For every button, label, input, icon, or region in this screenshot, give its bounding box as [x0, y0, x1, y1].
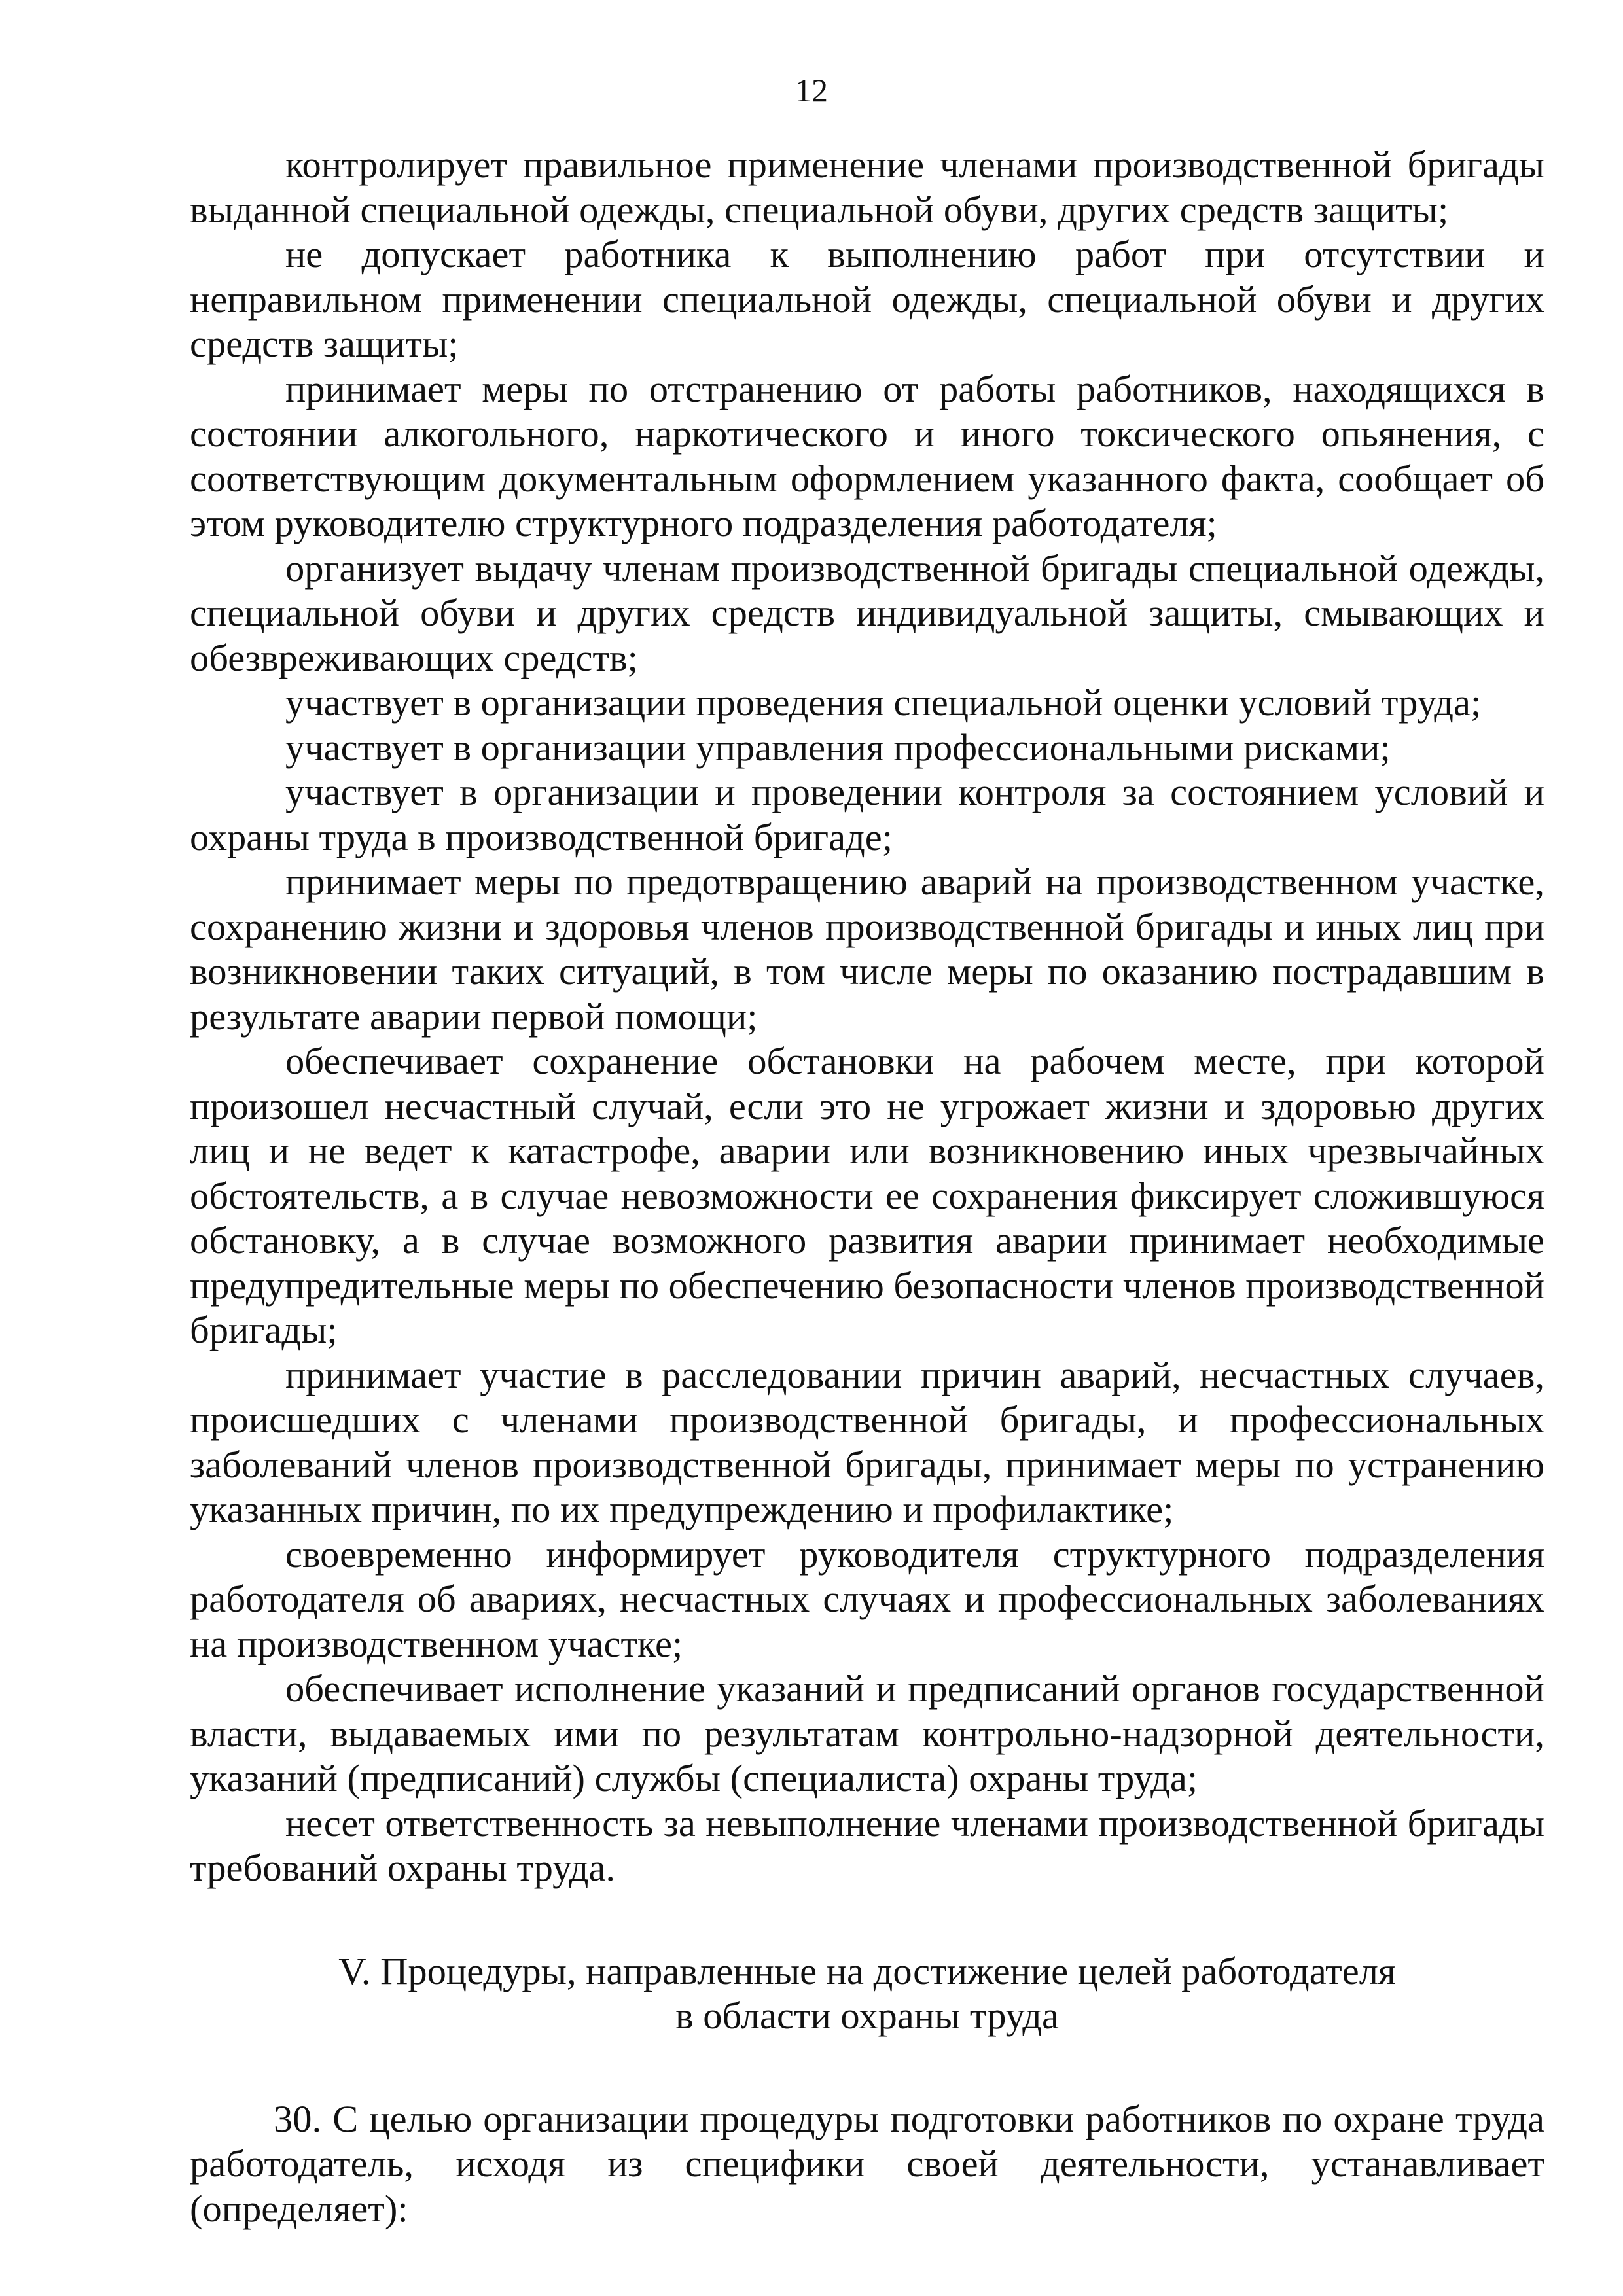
section-heading-line-1: V. Процедуры, направленные на достижение целей работодателя	[338, 1949, 1396, 1992]
paragraph: участвует в организации проведения специальной оценки условий труда;	[285, 681, 1482, 724]
section-heading-line-2: в области охраны труда	[675, 1994, 1059, 2037]
numbered-item-30: 30. С целью организации процедуры подготовки работников по охране труда работодатель, исходя из специфики своей деятельности, устанавливает (определяет):	[190, 2097, 1544, 2230]
paragraph: участвует в организации и проведении контроля за состоянием условий и охраны труда в производственной бригаде;	[190, 771, 1544, 858]
paragraph: обеспечивает исполнение указаний и предписаний органов государственной власти, выдаваемых ими по результатам контрольно-надзорной деятельности, указаний (предписаний) службы (специалиста) охраны труда;	[190, 1667, 1544, 1799]
paragraph: участвует в организации управления профессиональными рисками;	[285, 726, 1391, 769]
paragraph: несет ответственность за невыполнение членами производственной бригады требований охраны труда.	[190, 1801, 1544, 1889]
paragraph: контролирует правильное применение членами производственной бригады выданной специальной одежды, специальной обуви, других средств защиты;	[190, 143, 1544, 231]
paragraph: не допускает работника к выполнению работ при отсутствии и неправильном применении специальной одежды, специальной обуви и других средств защиты;	[190, 233, 1544, 365]
paragraph: принимает участие в расследовании причин аварий, несчастных случаев, происшедших с членами производственной бригады, и профессиональных заболеваний членов производственной бригады, принимает меры по устранению указанных причин, по их предупреждению и профилактике;	[190, 1353, 1544, 1530]
paragraph: принимает меры по отстранению от работы работников, находящихся в состоянии алкогольного, наркотического и иного токсического опьянения, с соответствующим документальным оформлением указанного факта, сообщает об этом руководителю структурного подразделения работодателя;	[190, 367, 1544, 544]
section-heading	[190, 1949, 1544, 2039]
paragraph: своевременно информирует руководителя структурного подразделения работодателя об авариях, несчастных случаях и профессиональных заболеваниях на производственном участке;	[190, 1532, 1544, 1665]
paragraph: принимает меры по предотвращению аварий на производственном участке, сохранению жизни и здоровья членов производственной бригады и иных лиц при возникновении таких ситуаций, в том числе меры по оказанию пострадавшим в результате аварии первой помощи;	[190, 860, 1544, 1038]
paragraph: организует выдачу членам производственной бригады специальной одежды, специальной обуви и других средств индивидуальной защиты, смывающих и обезвреживающих средств;	[190, 546, 1544, 679]
page-number: 12	[795, 72, 828, 109]
paragraph: обеспечивает сохранение обстановки на рабочем месте, при которой произошел несчастный случай, если это не угрожает жизни и здоровью других лиц и не ведет к катастрофе, аварии или возникновению иных чрезвычайных обстоятельств, а в случае невозможности ее сохранения фиксирует сложившуюся обстановку, а в случае возможного развития аварии принимает необходимые предупредительные меры по обеспечению безопасности членов производственной бригады;	[190, 1040, 1544, 1351]
document-body	[190, 143, 1544, 2231]
